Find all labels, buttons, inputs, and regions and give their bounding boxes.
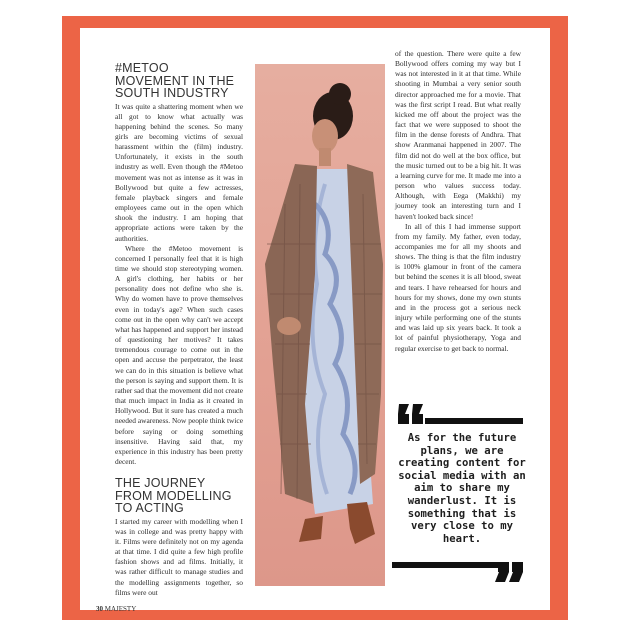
left-column (115, 62, 243, 598)
body-paragraph: It was quite a shattering moment when we all got to know what actually was happening behind the scenes. So many girls are becoming victims of sexual harassment within the (film) industry. Unfortunately, it exists in the south industry as well. Even though the #Metoo movement was not as intense as it was in Bollywood but quite a few actresses, female playback singers and female employees came out in the open which shook the industry. I am hoping that appropriate actions were taken by the authorities. (115, 101, 243, 243)
open-quote-icon (395, 400, 525, 430)
body-paragraph: I started my career with modelling when I was in college and was pretty happy with it. Films were definitely not on my agenda at that time. I did quite a few high profile fashion shows and ad films. Initially, it was rather difficult to manage studies and the modelling assignments together, so films were out (115, 516, 243, 597)
portrait-photo (255, 64, 385, 586)
page-footer (96, 605, 136, 613)
body-paragraph: Where the #Metoo movement is concerned I personally feel that it is high time we should stop stereotyping women. A girl's clothing, her habits or her personality does not define who she is. Why do women have to prove themselves even in today's age? When such cases come out in the open why can't we accept what has happened and support her instead of questioning her motives? It takes tremendous courage to come out in the open and accuse the perpetrator, the least we can do in this situation is believe what the person is saying and support them. It is rather sad that the movement did not create that much impact in India as it created in Hollywood. But it sure has created a much needed awareness. Now people think twice before saying or doing something insensitive. Having said that, my experience in this industry has been pretty decent. (115, 243, 243, 466)
page-number: 30 (96, 605, 103, 613)
right-column (395, 49, 521, 354)
section-heading-journey: THE JOURNEY FROM MODELLING TO ACTING (115, 476, 232, 516)
woman-in-coat-illustration (255, 64, 385, 586)
close-quote-icon (390, 556, 525, 586)
body-paragraph: of the question. There were quite a few Bollywood offers coming my way but I was not interested in it at that time. While shooting in Mumbai a very senior south director approached me for a movie. That was the first script I read. But what really kicked me off about the project was the fact that we were supposed to shoot the film in the dense forests of Andhra. That show Aranmanai happened in 2007. The film did not do well at the box office, but the music turned out to be a big hit. It was a learning curve for me. It made me into a person who values success today. Although, with Eega (Makkhi) my journey took an interesting turn and I haven't looked back since! (395, 49, 521, 221)
magazine-name: MAJESTY (104, 605, 137, 613)
section-heading-metoo: #METOO MOVEMENT IN THE SOUTH INDUSTRY (115, 61, 235, 100)
body-paragraph: In all of this I had immense support from my family. My father, even today, accompanies me for all my shoots and shows. The thing is that the film industry is 100% glamour in front of the camera but behind the scenes it is all blood, sweat and tears. I have rehearsed for hours and hours for my shows, done my own stunts and in the process got a serious neck injury while performing one of the stunts and was laid up six years back. It took a lot of painful physiotherapy, Yoga and regular exercise to get back to normal. (395, 221, 521, 353)
pull-quote: As for the future plans, we are creating content for social media with an aim to share my wanderlust. It is something that is very close to my heart. (398, 432, 526, 545)
